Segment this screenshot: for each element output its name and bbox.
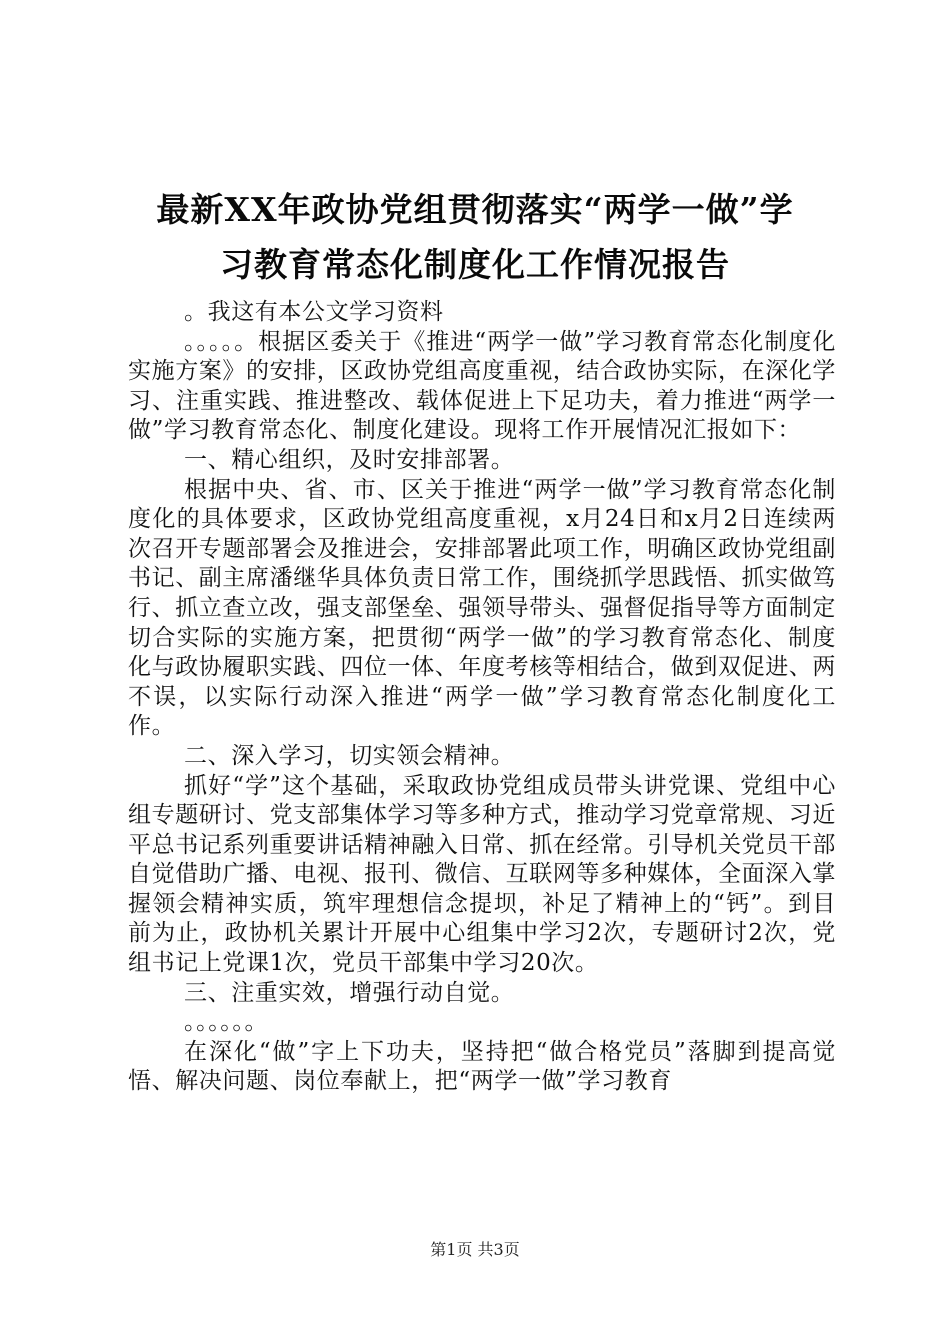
body-paragraph: 。。。。。根据区委关于《推进“两学一做”学习教育常态化制度化实施方案》的安排，区政协党组高度重视，结合政协实际，在深化学习、注重实践、推进整改、载体促进上下足功夫，着力推进“两学一做”学习教育常态化、制度化建设。现将工作开展情况汇报如下： (128, 328, 836, 444)
body-paragraph: 在深化“做”字上下功夫，坚持把“做合格党员”落脚到提高觉悟、解决问题、岗位奉献上，把“两学一做”学习教育 (128, 1038, 836, 1095)
section-heading: 二、深入学习，切实领会精神。 (184, 742, 515, 769)
body-paragraph: 根据中央、省、市、区关于推进“两学一做”学习教育常态化制度化的具体要求，区政协党组高度重视，x月24日和x月2日连续两次召开专题部署会及推进会，安排部署此项工作，明确区政协党组副书记、副主席潘继华具体负责日常工作，围绕抓学思践悟、抓实做笃行、抓立查立改，强支部堡垒、强领导带头、强督促指导等方面制定切合实际的实施方案，把贯彻“两学一做”的学习教育常态化、制度化与政协履职实践、四位一体、年度考核等相结合，做到双促进、两不误，以实际行动深入推进“两学一做”学习教育常态化制度化工作。 (128, 476, 836, 740)
section-heading: 三、注重实效，增强行动自觉。 (184, 979, 515, 1006)
document-body (128, 298, 836, 1097)
document-title-line-2: 习教育常态化制度化工作情况报告 (220, 245, 730, 284)
intro-paragraph: 。我这有本公文学习资料 (184, 299, 444, 325)
section-heading: 一、精心组织，及时安排部署。 (184, 446, 515, 473)
ellipsis-line: 。。。。。。 (184, 1009, 269, 1036)
body-paragraph: 抓好“学”这个基础，采取政协党组成员带头讲党课、党组中心组专题研讨、党支部集体学习等多种方式，推动学习党章常规、习近平总书记系列重要讲话精神融入日常、抓在经常。引导机关党员干部自觉借助广播、电视、报刊、微信、互联网等多种媒体，全面深入掌握领会精神实质，筑牢理想信念提坝，补足了精神上的“钙”。到目前为止，政协机关累计开展中心组集中学习2次，专题研讨2次，党组书记上党课1次，党员干部集中学习20次。 (128, 772, 836, 977)
page-number-footer: 第1页 共3页 (430, 1240, 520, 1259)
document-title-line-1: 最新XX年政协党组贯彻落实“两学一做”学 (156, 190, 794, 229)
